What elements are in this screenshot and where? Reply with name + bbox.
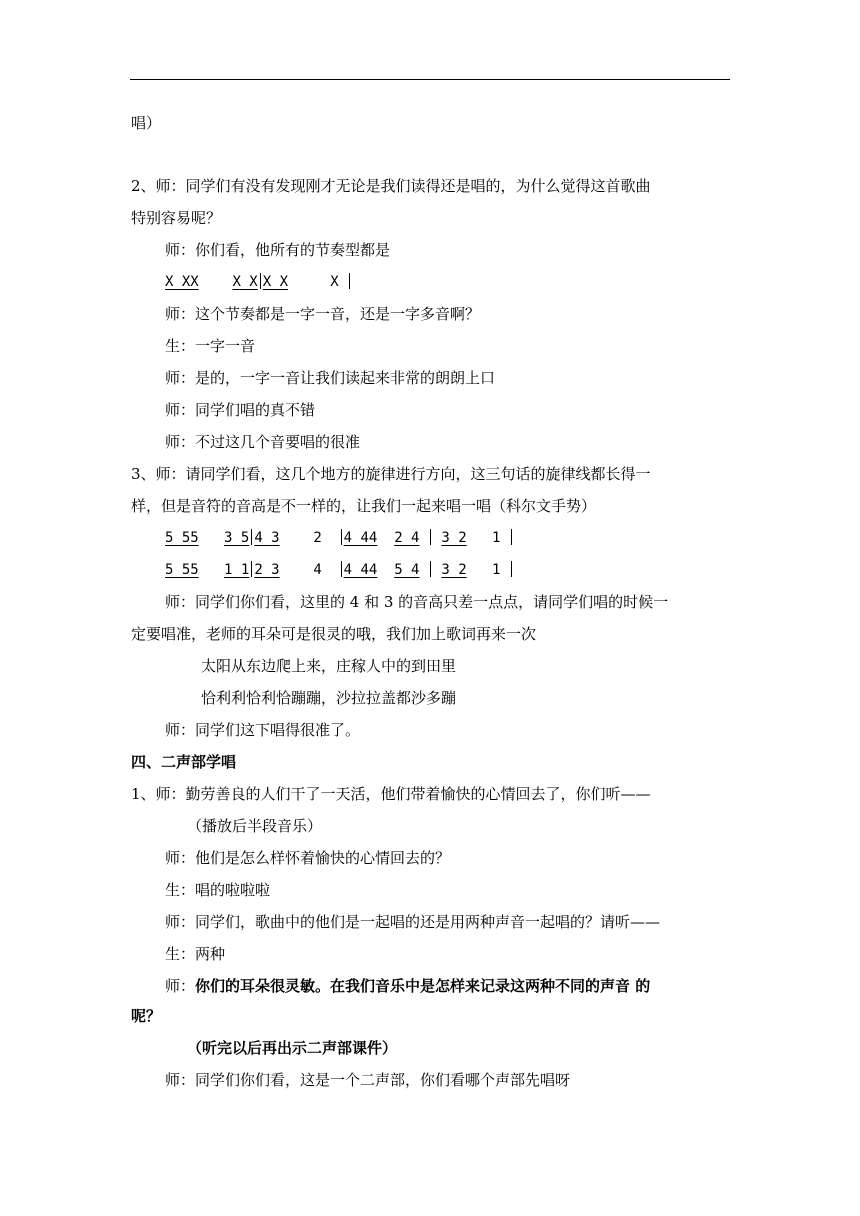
- lyrics-line: 恰利利恰利恰蹦蹦，沙拉拉盖都沙多蹦: [201, 689, 457, 707]
- note-group: 3 5: [224, 530, 250, 546]
- note-group: 4 44: [343, 530, 378, 546]
- bar-line: [430, 561, 431, 577]
- text-line: 生：唱的啦啦啦: [165, 881, 271, 899]
- rhythm-group: X X: [232, 274, 258, 290]
- lyrics-line: 太阳从东边爬上来，庄稼人中的到田里: [201, 657, 457, 675]
- rhythm-group: X: [330, 274, 339, 290]
- bar-line: [251, 529, 252, 545]
- text-line: 师：是的，一字一音让我们读起来非常的朗朗上口: [165, 369, 496, 387]
- note-group: 4 3: [254, 530, 280, 546]
- bar-line: [511, 561, 512, 577]
- text-line: 师：同学们你们看，这里的 4 和 3 的音高只差一点点，请同学们唱的时候一: [165, 593, 669, 611]
- text-line: 1、师：勤劳善良的人们干了一天活，他们带着愉快的心情回去了，你们听——: [131, 785, 651, 803]
- note-group: 3 2: [441, 562, 467, 578]
- text-line: （听完以后再出示二声部课件）: [187, 1039, 398, 1057]
- bar-line: [251, 561, 252, 577]
- text-line: 师：他们是怎么样怀着愉快的心情回去的？: [165, 849, 451, 867]
- text-line: 师：你们看，他所有的节奏型都是: [165, 241, 391, 259]
- text-line: 特别容易呢？: [131, 209, 222, 227]
- bar-line: [341, 529, 342, 545]
- note-group: 1: [491, 562, 501, 578]
- note-group: 5 4: [394, 562, 420, 578]
- bar-line: [430, 529, 431, 545]
- melody-line-1: [165, 528, 514, 548]
- note-group: 5 55: [165, 530, 199, 546]
- text-line: 生：一字一音: [165, 337, 256, 355]
- text-line: 师：同学们这下唱得很准了。: [165, 721, 361, 739]
- text-line: 师：这个节奏都是一字一音，还是一字多音啊？: [165, 305, 481, 323]
- bar-line: [341, 561, 342, 577]
- text-line: 样，但是音符的音高是不一样的，让我们一起来唱一唱（科尔文手势）: [131, 497, 597, 515]
- speaker-prefix: 师：: [165, 977, 196, 995]
- text-line: 3、师：请同学们看，这几个地方的旋律进行方向，这三句话的旋律线都长得一: [131, 465, 651, 483]
- note-group: 2 3: [254, 562, 280, 578]
- text-line: 师：同学们，歌曲中的他们是一起唱的还是用两种声音一起唱的？请听——: [165, 913, 661, 931]
- note-group: 5 55: [165, 562, 199, 578]
- text-line: 唱）: [131, 114, 162, 132]
- text-line: 师：同学们你们看，这是一个二声部，你们看哪个声部先唱呀: [165, 1071, 571, 1089]
- text-line: （播放后半段音乐）: [187, 817, 323, 835]
- bar-line: [511, 529, 512, 545]
- note-group: 1 1: [224, 562, 250, 578]
- rhythm-group: X XX: [165, 274, 199, 290]
- note-group: 1: [491, 530, 501, 546]
- text-line: 呢？: [131, 1007, 162, 1025]
- text-line: 定要唱准，老师的耳朵可是很灵的哦，我们加上歌词再来一次: [131, 625, 537, 643]
- section-heading: 四、二声部学唱: [131, 753, 237, 771]
- text-line: 生：两种: [165, 945, 226, 963]
- note-group: 4: [313, 562, 322, 578]
- text-line: 2、师：同学们有没有发现刚才无论是我们读得还是唱的，为什么觉得这首歌曲: [131, 177, 651, 195]
- text-line: 师：同学们唱的真不错: [165, 401, 316, 419]
- note-group: 4 44: [343, 562, 378, 578]
- rhythm-group: X X: [262, 274, 289, 290]
- bar-line: [349, 273, 350, 289]
- bar-line: [260, 273, 261, 289]
- note-group: 3 2: [441, 530, 467, 546]
- note-group: 2 4: [394, 530, 420, 546]
- note-group: 2: [313, 530, 322, 546]
- bold-text: 你们的耳朵很灵敏。在我们音乐中是怎样来记录这两种不同的声音 的: [195, 977, 651, 995]
- header-rule: [130, 79, 730, 80]
- melody-line-2: [165, 560, 514, 580]
- text-line: 师：不过这几个音要唱的很准: [165, 433, 361, 451]
- rhythm-pattern: [165, 272, 352, 292]
- text-line: [165, 976, 650, 996]
